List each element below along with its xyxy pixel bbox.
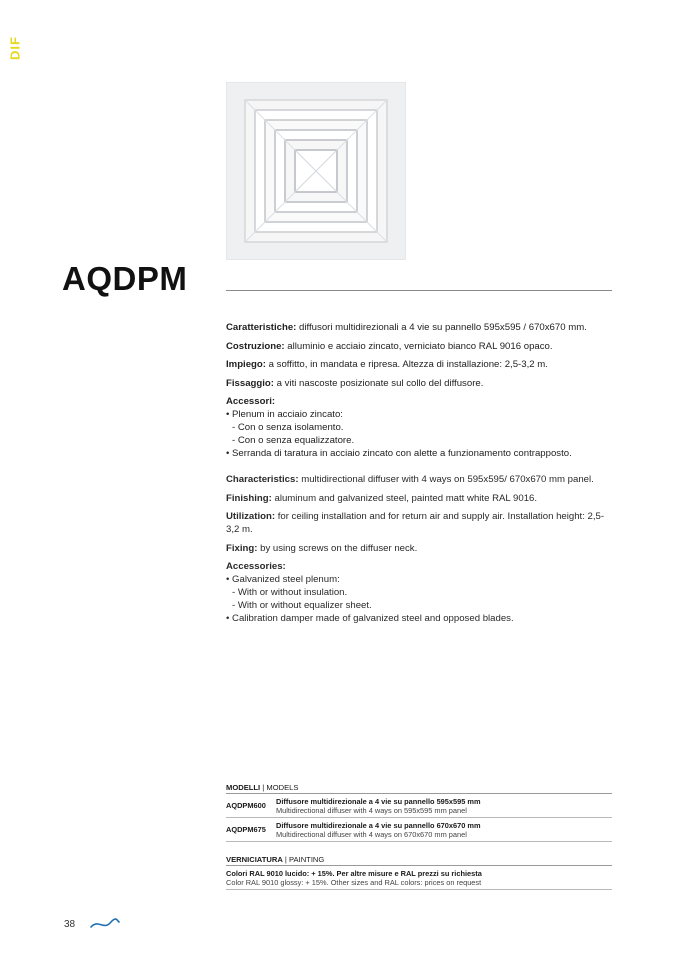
spec-paragraph: Costruzione: alluminio e acciaio zincato, verniciato bianco RAL 9016 opaco. — [226, 340, 553, 352]
title-divider — [226, 290, 612, 291]
wave-logo-icon — [90, 917, 120, 936]
accessory-item: • Serranda di taratura in acciaio zincato con alette a funzionamento contrapposto. — [226, 448, 572, 459]
product-image — [226, 82, 406, 260]
table-row — [226, 794, 612, 818]
accessory-item: • Calibration damper made of galvanized steel and opposed blades. — [226, 613, 514, 624]
table-row — [226, 818, 612, 842]
model-code: AQDPM675 — [226, 825, 266, 834]
model-description: Diffusore multidirezionale a 4 vie su pannello 595x595 mm Multidirectional diffuser with 4 ways on 595x595 mm panel — [276, 797, 481, 815]
diffuser-illustration — [227, 83, 405, 259]
accessories-heading: Accessori: — [226, 396, 276, 407]
section-tab: DIF — [7, 36, 23, 60]
models-header: MODELLI | MODELS — [226, 783, 612, 794]
model-description: Diffusore multidirezionale a 4 vie su pannello 670x670 mm Multidirectional diffuser with 4 ways on 670x670 mm panel — [276, 821, 481, 839]
spec-paragraph: Impiego: a soffitto, in mandata e ripresa. Altezza di installazione: 2,5-3,2 m. — [226, 359, 548, 370]
accessory-subitem: - With or without equalizer sheet. — [232, 600, 372, 611]
spec-paragraph: Fixing: by using screws on the diffuser neck. — [226, 542, 418, 554]
painting-row: Colori RAL 9010 lucido: + 15%. Per altre misure e RAL prezzi su richiesta Color RAL 9010 glossy: + 15%. Other sizes and RAL colors: prices on request — [226, 866, 612, 890]
painting-header: VERNICIATURA | PAINTING — [226, 855, 612, 866]
spec-paragraph: Caratteristiche: diffusori multidirezionali a 4 vie su pannello 595x595 / 670x670 mm. — [226, 322, 587, 333]
accessory-item: • Plenum in acciaio zincato: — [226, 409, 343, 420]
english-description — [226, 473, 614, 625]
spec-paragraph: Finishing: aluminum and galvanized steel, painted matt white RAL 9016. — [226, 492, 538, 504]
italian-description — [226, 321, 614, 460]
accessory-subitem: - Con o senza equalizzatore. — [232, 435, 355, 446]
accessories-heading: Accessories: — [226, 561, 286, 572]
page-number: 38 — [64, 919, 76, 930]
accessory-subitem: - With or without insulation. — [232, 587, 348, 598]
spec-paragraph: Characteristics: multidirectional diffuser with 4 ways on 595x595/ 670x670 mm panel. — [226, 474, 594, 485]
product-title: AQDPM — [62, 260, 188, 297]
models-table — [226, 783, 612, 890]
model-code: AQDPM600 — [226, 801, 266, 810]
spec-paragraph: Fissaggio: a viti nascoste posizionate sul collo del diffusore. — [226, 377, 484, 389]
accessory-subitem: - Con o senza isolamento. — [232, 422, 344, 433]
spec-paragraph: Utilization: for ceiling installation and for return air and supply air. Installation height: 2,5-3,2 m. — [226, 511, 605, 535]
accessory-item: • Galvanized steel plenum: — [226, 574, 340, 585]
